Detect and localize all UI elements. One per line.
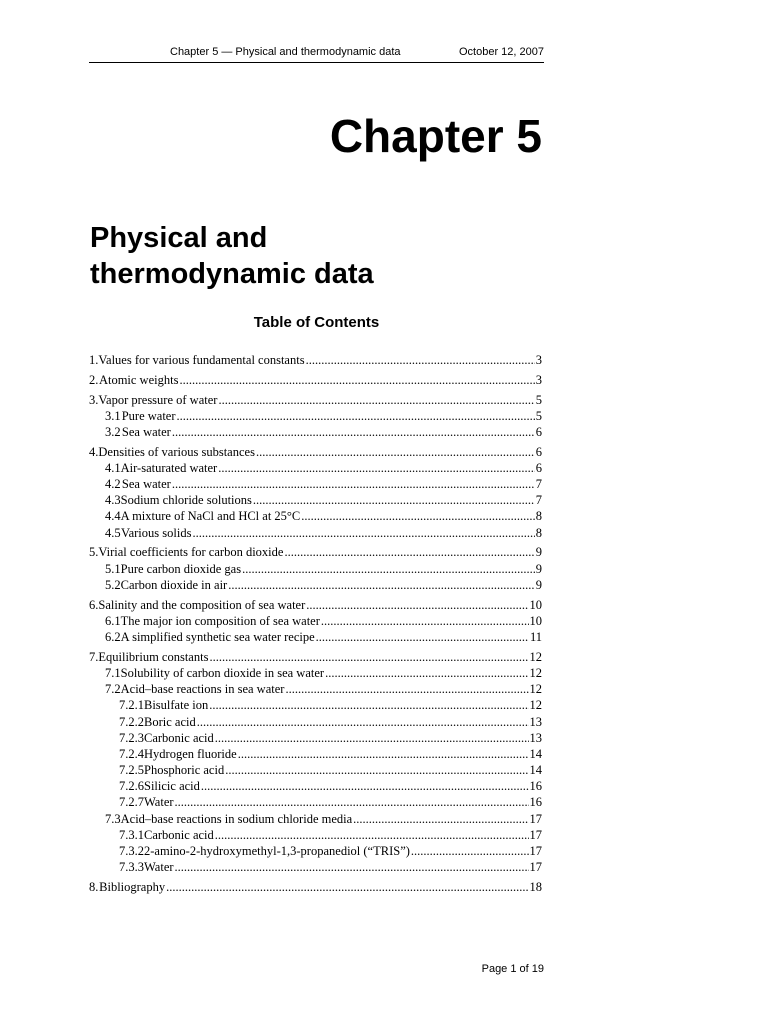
toc-entry-number: 3.: [89, 392, 99, 407]
toc-entry-number: 4.4: [105, 509, 121, 524]
toc-dot-leader: [301, 508, 534, 524]
toc-entry-title: Phosphoric acid: [144, 763, 225, 778]
toc-entry-title: Atomic weights: [98, 372, 179, 387]
toc-entry-number: 6.: [89, 597, 99, 612]
toc-entry-number: 6.2: [105, 629, 121, 644]
toc-entry-page: 12: [529, 698, 542, 713]
toc-entry-title: Silicic acid: [144, 779, 200, 794]
chapter-title: [90, 220, 550, 292]
running-header: [89, 44, 544, 63]
toc-heading: Table of Contents: [253, 314, 380, 331]
toc-entry-title: Pure water: [121, 408, 176, 423]
toc-entry-title: The major ion composition of sea water: [120, 613, 320, 628]
toc-entry-title: Hydrogen fluoride: [144, 746, 237, 761]
toc-entry-number: 7.: [89, 649, 99, 664]
toc-entry-page: 6: [535, 460, 542, 475]
toc-entry-page: 7: [535, 477, 542, 492]
toc-entry-title: Sea water: [121, 424, 171, 439]
toc-entry-number: 7.2.1: [119, 698, 144, 713]
toc-entry-title: A simplified synthetic sea water recipe: [120, 629, 315, 644]
toc-dot-leader: [175, 859, 529, 875]
toc-dot-leader: [177, 408, 535, 424]
toc-entry-title: A mixture of NaCl and HCl at 25°C: [120, 509, 301, 524]
toc-entry-page: 5: [535, 408, 542, 423]
toc-entry-number: 7.2.3: [119, 730, 144, 745]
toc-entry-number: 4.2: [105, 477, 121, 492]
toc-entry-page: 5: [535, 392, 542, 407]
toc-dot-leader: [411, 843, 529, 859]
toc-entry-page: 9: [535, 577, 542, 592]
toc-entry-number: 1.: [89, 353, 99, 367]
toc-entry[interactable]: [89, 613, 542, 629]
toc-dot-leader: [179, 372, 534, 388]
toc-entry[interactable]: [89, 492, 542, 508]
toc-entry[interactable]: [89, 746, 542, 762]
toc-entry-number: 7.2.2: [119, 714, 144, 729]
toc-entry-title: Solubility of carbon dioxide in sea water: [120, 665, 325, 680]
toc-entry[interactable]: [89, 352, 542, 368]
toc-entry-number: 7.2: [105, 682, 121, 697]
toc-dot-leader: [209, 649, 528, 665]
toc-entry-page: 16: [529, 795, 542, 810]
toc-entry-title: Vapor pressure of water: [98, 392, 218, 407]
toc-entry[interactable]: [89, 544, 542, 560]
toc-entry-title: Salinity and the composition of sea water: [98, 597, 306, 612]
toc-dot-leader: [218, 392, 534, 408]
chapter-title-line-2: thermodynamic data: [90, 258, 374, 290]
toc-dot-leader: [228, 577, 535, 593]
toc-entry-page: 17: [529, 827, 542, 842]
toc-entry-number: 7.3: [105, 811, 121, 826]
toc-entry-page: 10: [529, 613, 542, 628]
toc-dot-leader: [172, 476, 535, 492]
toc-entry-page: 17: [529, 811, 542, 826]
toc-entry-number: 5.1: [105, 561, 121, 576]
toc-entry-title: Sodium chloride solutions: [120, 493, 252, 508]
toc-entry[interactable]: [89, 392, 542, 408]
toc-entry-page: 17: [529, 860, 542, 875]
toc-entry[interactable]: [89, 460, 542, 476]
toc-entry-title: Densities of various substances: [98, 444, 255, 459]
toc-entry-title: Virial coefficients for carbon dioxide: [98, 545, 284, 560]
toc-entry-title: Boric acid: [144, 714, 196, 729]
toc-entry-title: Values for various fundamental constants: [98, 353, 305, 367]
toc-entry-number: 8.: [89, 879, 99, 894]
toc-entry-title: 2-amino-2-hydroxymethyl-1,3-propanediol (“TRIS”): [144, 844, 410, 858]
toc-entry[interactable]: [89, 879, 542, 895]
toc-entry-page: 18: [529, 879, 542, 894]
toc-entry-number: 5.: [89, 545, 99, 560]
toc-entry-title: Equilibrium constants: [98, 649, 209, 664]
toc-dot-leader: [285, 681, 528, 697]
toc-entry-number: 4.1: [105, 460, 121, 475]
toc-entry-title: Bisulfate ion: [144, 698, 209, 713]
toc-entry-page: 3: [535, 353, 542, 367]
toc-entry-page: 3: [535, 372, 542, 387]
toc-dot-leader: [321, 613, 529, 629]
toc-entry-number: 7.2.6: [119, 779, 144, 794]
toc-entry-number: 7.3.2: [119, 844, 144, 858]
toc-entry-title: Water: [144, 795, 174, 810]
toc-entry-page: 11: [529, 629, 542, 644]
toc-dot-leader: [325, 665, 528, 681]
toc-entry-title: Carbon dioxide in air: [120, 577, 228, 592]
toc-entry-number: 7.2.7: [119, 795, 144, 810]
toc-entry-title: Acid–base reactions in sea water: [120, 682, 285, 697]
toc-entry-title: Carbonic acid: [144, 827, 214, 842]
toc-dot-leader: [253, 492, 535, 508]
toc-entry-number: 7.3.1: [119, 827, 144, 842]
toc-entry[interactable]: [89, 681, 542, 697]
toc-entry-page: 14: [529, 763, 542, 778]
header-title: Chapter 5 — Physical and thermodynamic data: [170, 46, 401, 58]
toc-dot-leader: [175, 794, 529, 810]
toc-entry-page: 8: [535, 525, 542, 540]
toc-entry-title: Bibliography: [99, 879, 166, 894]
toc-entry[interactable]: [89, 859, 542, 875]
toc-entry[interactable]: [89, 665, 542, 681]
toc-entry-number: 3.1: [105, 408, 121, 423]
toc-entry[interactable]: [89, 444, 542, 460]
toc-entry[interactable]: [89, 561, 542, 577]
toc-entry-page: 8: [535, 509, 542, 524]
toc-entry[interactable]: [89, 629, 542, 645]
toc-entry-number: 7.2.4: [119, 746, 144, 761]
toc-dot-leader: [197, 714, 529, 730]
toc-entry-page: 6: [535, 424, 542, 439]
toc-dot-leader: [242, 561, 535, 577]
toc-entry[interactable]: [89, 827, 542, 843]
toc-dot-leader: [172, 424, 535, 440]
toc-entry-page: 12: [529, 665, 542, 680]
toc-entry-page: 9: [535, 545, 542, 560]
toc-entry[interactable]: [89, 649, 542, 665]
toc-entry[interactable]: [89, 597, 542, 613]
toc-entry[interactable]: [89, 778, 542, 794]
toc-entry-number: 7.3.3: [119, 860, 144, 875]
toc-dot-leader: [225, 762, 528, 778]
toc-entry-number: 7.1: [105, 665, 121, 680]
toc-entry-number: 3.2: [105, 424, 121, 439]
toc-entry-number: 6.1: [105, 613, 121, 628]
toc-entry[interactable]: [89, 697, 542, 713]
toc-entry-number: 5.2: [105, 577, 121, 592]
toc-entry[interactable]: [89, 577, 542, 593]
toc-dot-leader: [166, 879, 528, 895]
toc-entry[interactable]: [89, 843, 542, 859]
toc-entry-page: 7: [535, 493, 542, 508]
toc-entry-number: 2.: [89, 372, 99, 387]
toc-entry-page: 12: [529, 649, 542, 664]
chapter-title-line-1: Physical and: [90, 222, 268, 254]
toc-entry[interactable]: [89, 794, 542, 810]
toc-entry[interactable]: [89, 525, 542, 541]
toc-entry-title: Water: [144, 860, 174, 875]
toc-dot-leader: [353, 811, 528, 827]
toc-entry[interactable]: [89, 762, 542, 778]
toc-entry-page: 13: [529, 730, 542, 745]
toc-entry-page: 10: [529, 597, 542, 612]
toc-entry-page: 6: [535, 444, 542, 459]
toc-dot-leader: [316, 629, 529, 645]
toc-entry[interactable]: [89, 508, 542, 524]
toc-dot-leader: [215, 827, 529, 843]
toc-dot-leader: [215, 730, 529, 746]
toc-entry-title: Carbonic acid: [144, 730, 214, 745]
toc-entry[interactable]: [89, 811, 542, 827]
toc-entry-number: 7.2.5: [119, 763, 144, 778]
toc-dot-leader: [284, 544, 534, 560]
toc-entry[interactable]: [89, 372, 542, 388]
toc-entry-number: 4.5: [105, 525, 121, 540]
toc-entry[interactable]: [89, 714, 542, 730]
toc-entry-page: 17: [529, 844, 542, 858]
toc-entry-number: 4.: [89, 444, 99, 459]
toc-dot-leader: [256, 444, 535, 460]
toc-dot-leader: [306, 352, 535, 368]
toc-entry-page: 9: [535, 561, 542, 576]
toc-entry-page: 12: [529, 682, 542, 697]
table-of-contents: [89, 352, 542, 895]
toc-dot-leader: [209, 697, 528, 713]
toc-entry-title: Acid–base reactions in sodium chloride media: [120, 811, 353, 826]
toc-entry-title: Air-saturated water: [120, 460, 218, 475]
toc-entry[interactable]: [89, 730, 542, 746]
toc-dot-leader: [306, 597, 528, 613]
toc-dot-leader: [218, 460, 535, 476]
toc-dot-leader: [192, 525, 534, 541]
toc-entry[interactable]: [89, 424, 542, 440]
toc-dot-leader: [201, 778, 529, 794]
toc-entry-title: Sea water: [121, 477, 171, 492]
toc-entry[interactable]: [89, 408, 542, 424]
toc-entry[interactable]: [89, 476, 542, 492]
toc-entry-number: 4.3: [105, 493, 121, 508]
header-date: October 12, 2007: [458, 46, 544, 58]
toc-entry-page: 16: [529, 779, 542, 794]
toc-entry-title: Pure carbon dioxide gas: [120, 561, 242, 576]
toc-entry-page: 14: [529, 746, 542, 761]
toc-entry-title: Various solids: [120, 525, 192, 540]
toc-entry-page: 13: [529, 714, 542, 729]
toc-dot-leader: [238, 746, 529, 762]
page-footer: Page 1 of 19: [481, 963, 544, 975]
chapter-label: Chapter 5: [329, 110, 542, 162]
